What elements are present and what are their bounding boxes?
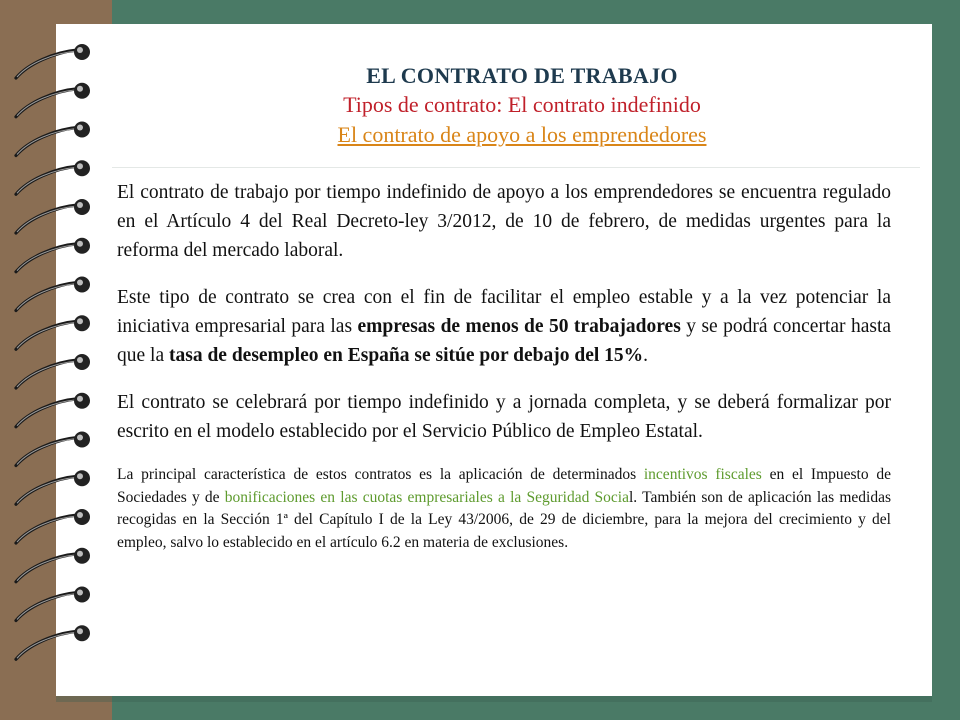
highlight-fiscal-incentives: incentivos fiscales bbox=[643, 466, 762, 483]
spiral-ring-icon bbox=[16, 122, 90, 156]
page-title: EL CONTRATO DE TRABAJO bbox=[366, 63, 678, 88]
content-body bbox=[117, 178, 891, 554]
paragraph-purpose bbox=[117, 283, 891, 370]
spiral-ring-icon bbox=[16, 44, 90, 78]
paragraph-purpose-text-2: y se podrá concertar hasta que la bbox=[117, 316, 892, 366]
spiral-binding-icon bbox=[8, 40, 98, 680]
title-block bbox=[112, 62, 932, 150]
spiral-ring-icon bbox=[16, 432, 90, 466]
spiral-ring-icon bbox=[16, 509, 90, 543]
highlight-social-security: bonificaciones en las cuotas empresariales a la Seguridad Socia bbox=[224, 488, 629, 506]
spiral-ring-icon bbox=[16, 548, 90, 582]
spiral-ring-icon bbox=[16, 393, 90, 427]
spiral-ring-icon bbox=[16, 277, 90, 311]
spiral-ring-icon bbox=[16, 354, 90, 388]
spiral-ring-icon bbox=[16, 470, 90, 504]
paragraph-purpose-text-3: . bbox=[643, 345, 649, 366]
highlight-unemployment-rate: tasa de desempleo en España se sitúe por debajo del 15% bbox=[168, 345, 644, 366]
subtitle-link[interactable]: El contrato de apoyo a los emprendedores bbox=[337, 122, 707, 147]
paragraph-regulation: El contrato de trabajo por tiempo indefinido de apoyo a los emprendedores se encuentra regulado en el Artículo 4 del Real Decreto-ley 3/2012, de 10 de febrero, de medidas urgentes para la reforma del mercado laboral. bbox=[117, 182, 891, 261]
spiral-ring-icon bbox=[16, 315, 90, 349]
spiral-ring-icon bbox=[16, 199, 90, 233]
spiral-ring-icon bbox=[16, 160, 90, 194]
paragraph-incentives-text-3: l. También son de aplicación las medidas recogidas en la Sección 1ª del Capítulo I de la Ley 43/2006, de 29 de diciembre, para la mejora del crecimiento y del empleo, salvo lo establecido en el artículo 6.2 en materia de exclusiones. bbox=[117, 488, 891, 551]
spiral-ring-icon bbox=[16, 625, 90, 659]
spiral-ring-icon bbox=[16, 238, 90, 272]
title-divider bbox=[112, 167, 920, 168]
page-subtitle: Tipos de contrato: El contrato indefinido bbox=[343, 92, 701, 117]
paragraph-incentives bbox=[117, 464, 891, 554]
spiral-ring-icon bbox=[16, 587, 90, 621]
paragraph-incentives-text-2: en el Impuesto de Sociedades y de bbox=[117, 466, 891, 506]
page-shadow bbox=[56, 696, 932, 702]
paragraph-incentives-text-1: La principal característica de estos contratos es la aplicación de determinados bbox=[117, 466, 644, 483]
highlight-company-size: empresas de menos de 50 trabajadores bbox=[357, 316, 681, 337]
paragraph-purpose-text-1: Este tipo de contrato se crea con el fin de facilitar el empleo estable y a la vez potenciar la iniciativa empresarial para las bbox=[117, 287, 891, 337]
paragraph-formalization: El contrato se celebrará por tiempo indefinido y a jornada completa, y se deberá formalizar por escrito en el modelo establecido por el Servicio Público de Empleo Estatal. bbox=[117, 392, 891, 442]
spiral-ring-icon bbox=[16, 83, 90, 117]
